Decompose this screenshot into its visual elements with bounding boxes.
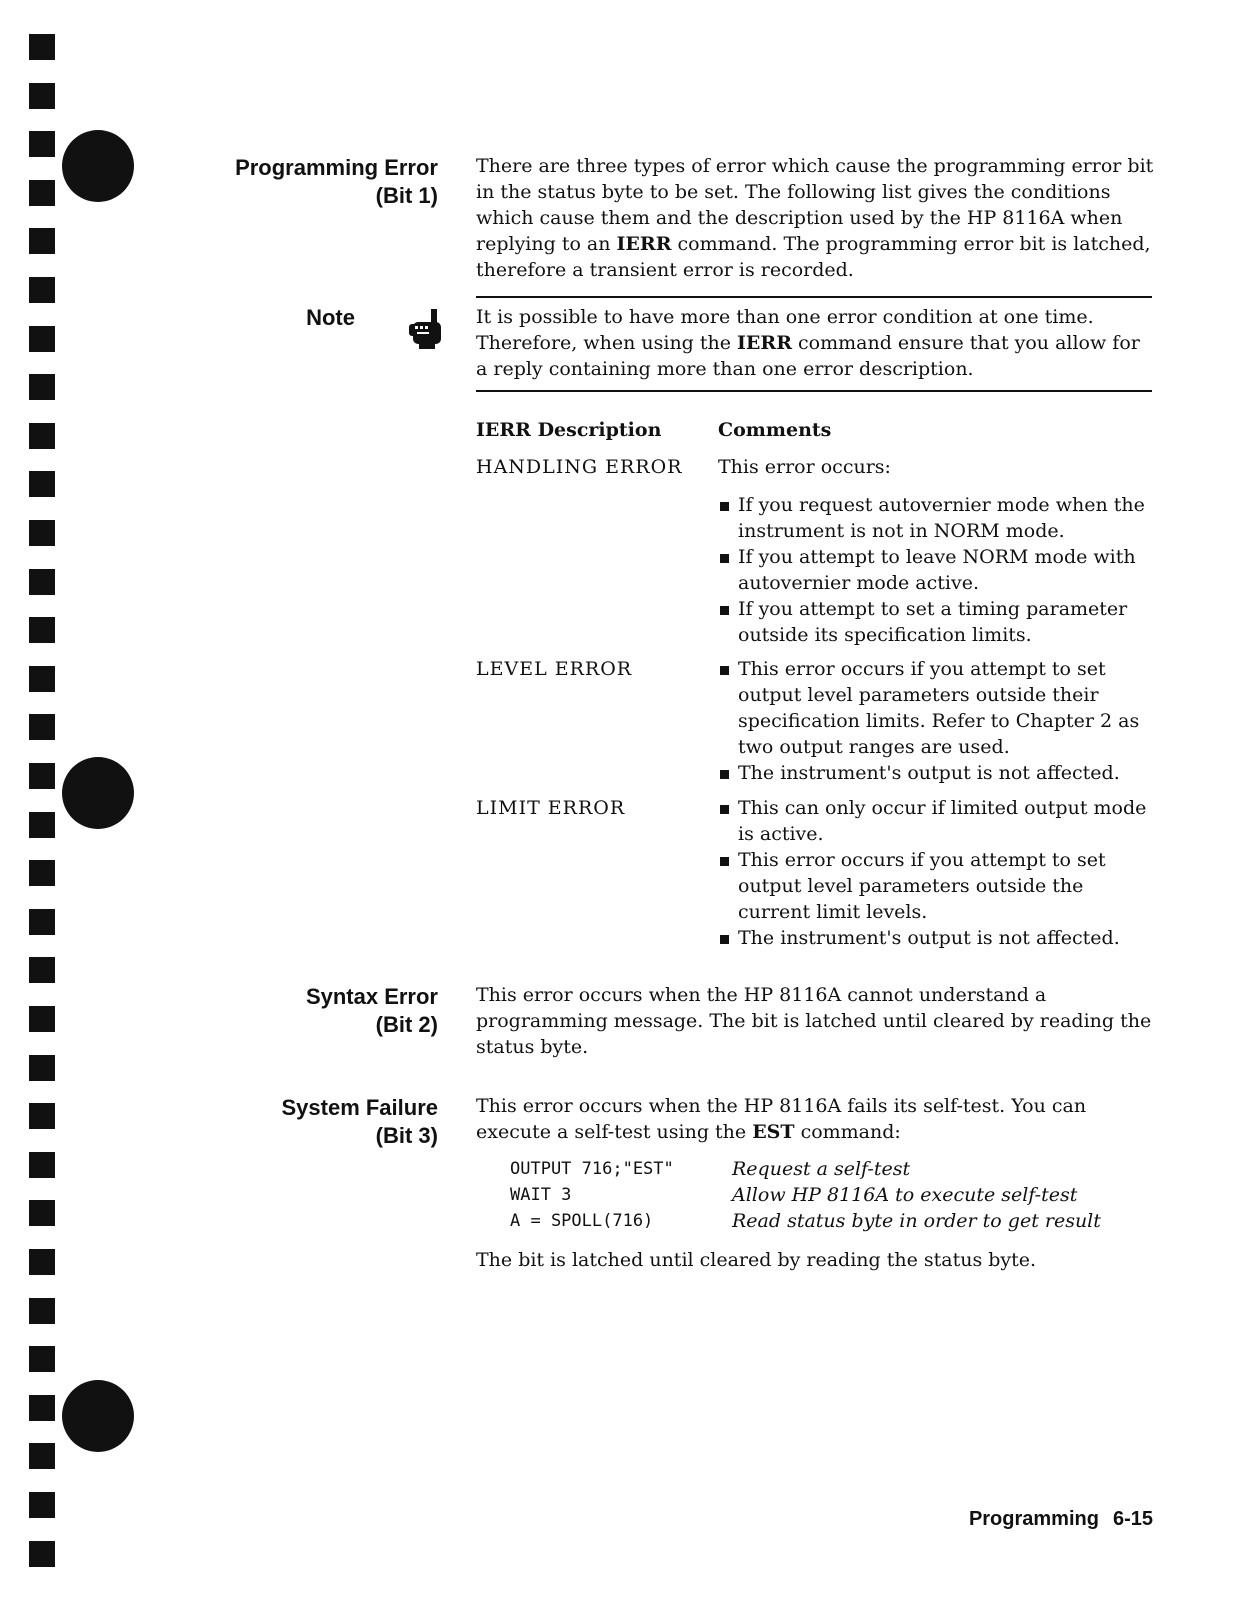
list-item	[718, 596, 1158, 648]
binder-square	[29, 1103, 55, 1129]
pointing-hand-icon	[409, 309, 445, 349]
bullet-square-icon	[720, 857, 729, 866]
note-top-rule	[476, 296, 1152, 298]
binder-square	[29, 131, 55, 157]
command-keyword: IERR	[616, 233, 672, 255]
system-failure-closing: The bit is latched until cleared by reading the status byte.	[476, 1249, 1037, 1271]
bullet-square-icon	[720, 935, 729, 944]
binder-square	[29, 520, 55, 546]
binder-square	[29, 326, 55, 352]
binder-square	[29, 1200, 55, 1226]
list-item-text: The instrument's output is not affected.	[738, 927, 1120, 949]
text-run: This error occurs when the HP 8116A cannot understand a programming message. The bit is latched until cleared by reading the status byte.	[476, 984, 1152, 1058]
list-item-text: This error occurs if you attempt to set output level parameters outside their specification limits. Refer to Chapter 2 as two output ranges are used.	[738, 658, 1140, 758]
table-col1-header: IERR Description	[476, 419, 662, 441]
list-item-text: If you attempt to set a timing parameter outside its specification limits.	[738, 598, 1128, 646]
list-item	[718, 492, 1158, 544]
page-number: 6-15	[1112, 1508, 1153, 1530]
binder-square	[29, 83, 55, 109]
punch-hole	[62, 757, 134, 829]
list-item-text: If you request autovernier mode when the instrument is not in NORM mode.	[738, 494, 1145, 542]
section-subtitle: (Bit 3)	[375, 1123, 438, 1148]
binder-square	[29, 34, 55, 60]
text-run: command ensure that you allow for a reply containing more than one error description.	[476, 332, 1140, 380]
binder-square	[29, 423, 55, 449]
list-item-text: This error occurs if you attempt to set output level parameters outside the current limit levels.	[738, 849, 1106, 923]
code-comment: Request a self-test	[732, 1158, 911, 1180]
footer-section: Programming	[968, 1508, 1099, 1530]
section-title: Programming Error	[235, 155, 438, 180]
list-item-text: The instrument's output is not affected.	[738, 762, 1120, 784]
bullet-list	[718, 656, 1158, 786]
binder-square	[29, 860, 55, 886]
programming-error-heading	[235, 154, 438, 210]
binder-square	[29, 569, 55, 595]
bullet-square-icon	[720, 805, 729, 814]
code-command: A = SPOLL(716)	[510, 1211, 654, 1231]
binder-square	[29, 812, 55, 838]
punch-hole	[62, 130, 134, 202]
code-command: OUTPUT 716;"EST"	[510, 1159, 674, 1179]
text-run: This error occurs when the HP 8116A fails its self-test. You can execute a self-test using the	[476, 1095, 1087, 1143]
binder-square	[29, 763, 55, 789]
list-item-text: This can only occur if limited output mode is active.	[738, 797, 1147, 845]
section-title: Syntax Error	[305, 984, 438, 1009]
text-run: There are three types of error which cause the programming error bit in the status byte to be set. The following list gives the conditions which cause them and the description used by the HP 8116A when replying to an	[476, 155, 1154, 255]
binder-square	[29, 1006, 55, 1032]
bullet-square-icon	[720, 502, 729, 511]
table-row-label: HANDLING ERROR	[476, 456, 683, 478]
binder-square	[29, 1055, 55, 1081]
syntax-error-heading	[306, 983, 438, 1039]
system-failure-body	[476, 1093, 1156, 1145]
code-comment: Allow HP 8116A to execute self-test	[732, 1184, 1078, 1206]
table-row-intro: This error occurs:	[718, 456, 891, 478]
note-body	[476, 304, 1156, 382]
binder-square	[29, 1346, 55, 1372]
binder-square	[29, 1249, 55, 1275]
bullet-square-icon	[720, 666, 729, 675]
bullet-square-icon	[720, 554, 729, 563]
section-subtitle: (Bit 1)	[375, 183, 438, 208]
binder-square	[29, 617, 55, 643]
list-item	[718, 760, 1158, 786]
binder-square	[29, 957, 55, 983]
binder-square	[29, 1152, 55, 1178]
section-subtitle: (Bit 2)	[375, 1012, 438, 1037]
binder-square	[29, 374, 55, 400]
text-run: command. The programming error bit is latched, therefore a transient error is recorded.	[476, 233, 1151, 281]
binder-square	[29, 1541, 55, 1567]
list-item	[718, 795, 1158, 847]
code-command: WAIT 3	[510, 1185, 572, 1205]
binder-square	[29, 1492, 55, 1518]
binder-square	[29, 714, 55, 740]
list-item-text: If you attempt to leave NORM mode with autovernier mode active.	[738, 546, 1136, 594]
bullet-square-icon	[720, 770, 729, 779]
table-row-label: LIMIT ERROR	[476, 797, 626, 819]
system-failure-heading	[281, 1094, 438, 1150]
bullet-list	[718, 492, 1158, 648]
list-item	[718, 656, 1158, 760]
command-keyword: IERR	[737, 332, 792, 354]
bullet-square-icon	[720, 606, 729, 615]
binder-square	[29, 471, 55, 497]
syntax-error-body	[476, 982, 1156, 1060]
list-item	[718, 544, 1158, 596]
list-item	[718, 925, 1158, 951]
section-title: System Failure	[281, 1095, 438, 1120]
note-label: Note	[306, 305, 355, 330]
binder-square	[29, 1395, 55, 1421]
page-footer	[969, 1508, 1153, 1531]
binder-square	[29, 180, 55, 206]
binder-square	[29, 228, 55, 254]
table-col2-header: Comments	[718, 419, 832, 441]
table-row-label: LEVEL ERROR	[476, 658, 633, 680]
text-run: command:	[794, 1121, 901, 1143]
binder-square	[29, 1298, 55, 1324]
bullet-list	[718, 795, 1158, 951]
binder-square	[29, 909, 55, 935]
command-keyword: EST	[752, 1121, 795, 1143]
binder-square	[29, 666, 55, 692]
note-bottom-rule	[476, 390, 1152, 392]
text-run: It is possible to have more than one error condition at one time. Therefore, when using the	[476, 306, 1094, 354]
binder-margin	[29, 0, 57, 1600]
list-item	[718, 847, 1158, 925]
binder-square	[29, 1443, 55, 1469]
programming-error-body	[476, 153, 1156, 283]
punch-hole	[62, 1380, 134, 1452]
binder-square	[29, 277, 55, 303]
code-comment: Read status byte in order to get result	[732, 1210, 1101, 1232]
